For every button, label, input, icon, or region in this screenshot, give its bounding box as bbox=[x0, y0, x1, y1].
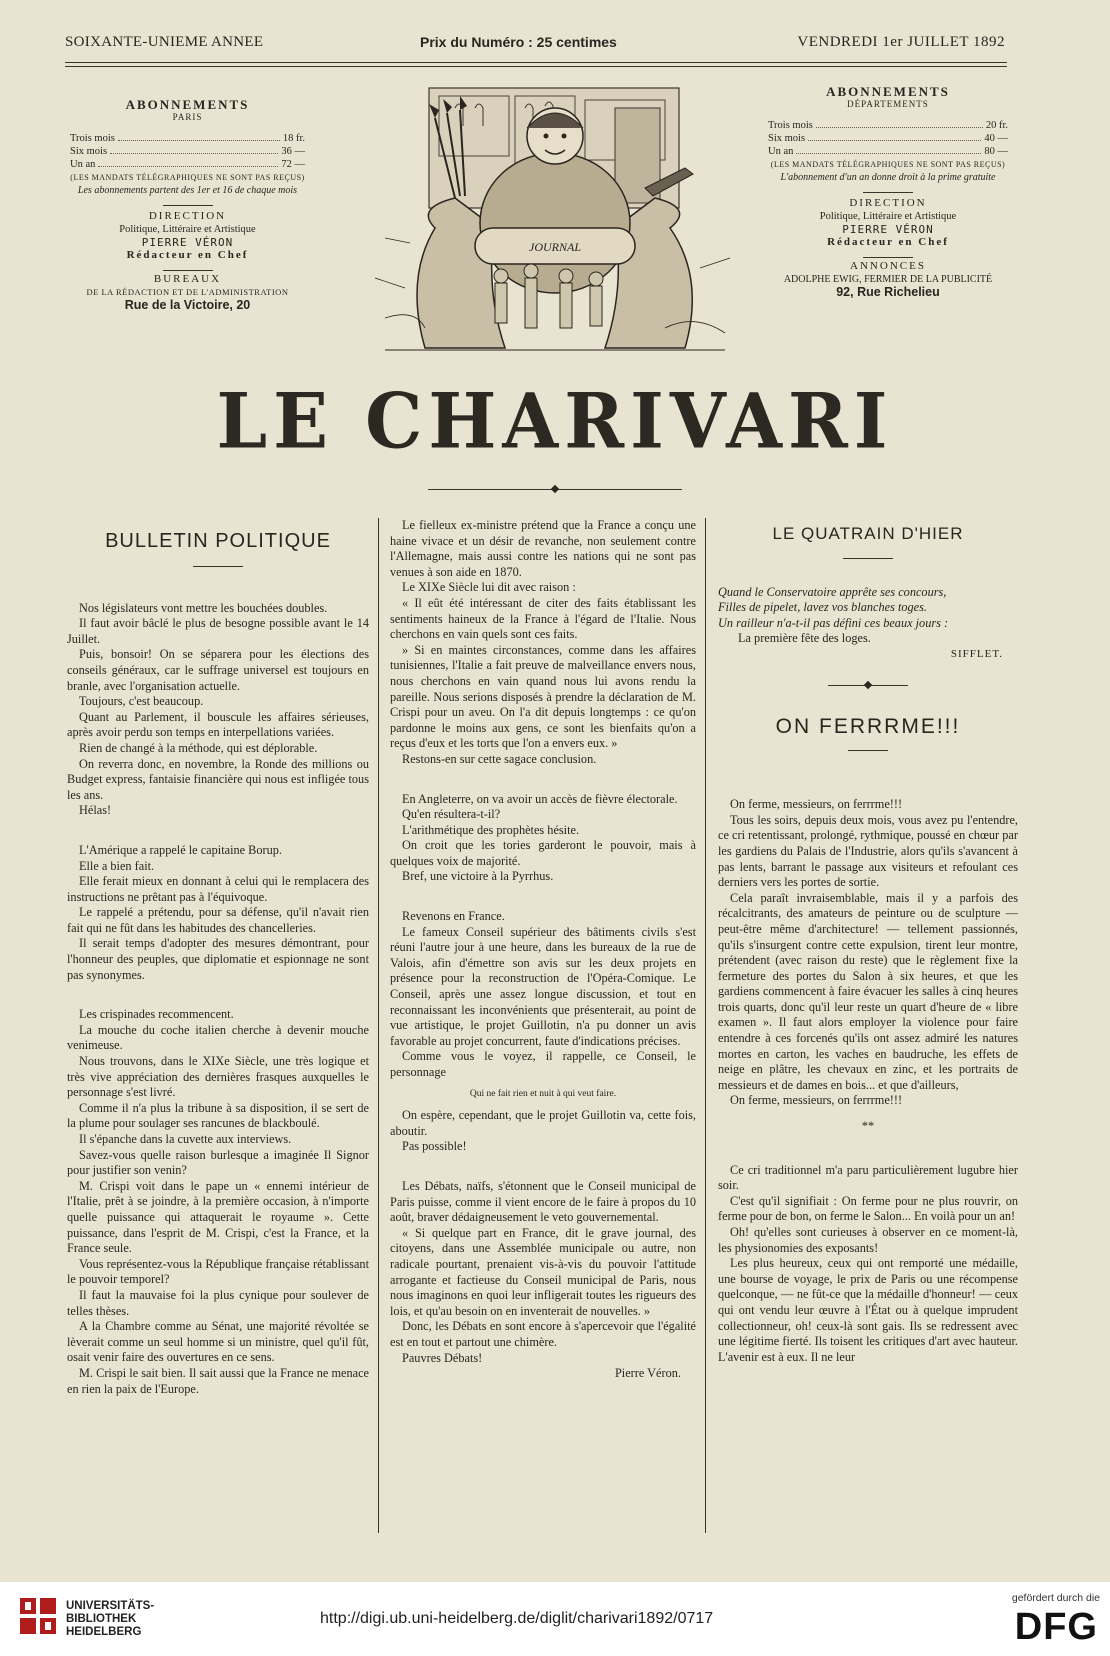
paragraph: Oh! qu'elles sont curieuses à observer en ce moment-là, les physionomies des exposants! bbox=[718, 1225, 1018, 1255]
paragraph: Savez-vous quelle raison burlesque a imaginée Il Signor pour justifier son venin? bbox=[67, 1147, 369, 1178]
issue-date: VENDREDI 1er JUILLET 1892 bbox=[797, 34, 1005, 50]
paragraph: On reverra donc, en novembre, la Ronde des millions ou Budget express, fantaisie financière qui nous est infligée tous les ans. bbox=[67, 756, 369, 802]
paragraph: Quant au Parlement, il bouscule les affaires sérieuses, après avoir perdu son temps en interpellations variées. bbox=[67, 709, 369, 740]
digital-library-footer bbox=[0, 1582, 1110, 1656]
left-box-note: (LES MANDATS TÉLÉGRAPHIQUES NE SONT PAS REÇUS) bbox=[70, 173, 305, 182]
quatrain-title: LE QUATRAIN D'HIER bbox=[772, 524, 964, 543]
right-price-row-3 bbox=[768, 145, 1008, 158]
right-box-editor-role: Rédacteur en Chef bbox=[827, 236, 949, 248]
right-box-direction: DIRECTION bbox=[849, 197, 927, 209]
paragraph: Il s'épanche dans la cuvette aux interviews. bbox=[79, 1132, 292, 1146]
paragraph: Pas possible! bbox=[402, 1139, 467, 1154]
column-right bbox=[718, 526, 1018, 1365]
top-rule-2 bbox=[65, 66, 1007, 67]
price-label: Un an bbox=[70, 159, 96, 170]
top-bar bbox=[65, 30, 1005, 54]
left-box-title: ABONNEMENTS bbox=[125, 97, 250, 112]
funding-note: gefördert durch die bbox=[1011, 1592, 1100, 1604]
paragraph: Le fielleux ex-ministre prétend que la France a conçu une haine vivace et un désir de revanche, non seulement contre l'Allemagne, mais aussi contre les nations qui ne sont pas venues à son aide en 1870. bbox=[390, 518, 696, 579]
price-value: 18 fr. bbox=[282, 133, 305, 144]
paragraph: Comme il n'a plus la tribune à sa disposition, il se sert de la plume pour soulager ses rancunes de blackboulé. bbox=[67, 1100, 369, 1131]
year-line: SOIXANTE-UNIEME ANNEE bbox=[65, 34, 264, 50]
verse-line: Quand le Conservatoire apprête ses concours, bbox=[718, 584, 947, 599]
paragraph: On ferme, messieurs, on ferrrme!!! bbox=[730, 797, 903, 812]
paragraph: A la Chambre comme au Sénat, une majorité révoltée se lèverait comme un seul homme si un ministre, quel qu'il fût, osait venir faire des ouvertures en ce sens. bbox=[67, 1319, 369, 1365]
paragraph: Les plus heureux, ceux qui ont remporté une médaille, une bourse de voyage, le prix de Paris ou une récompense quelconque, — ne fût-ce que la médaille d'honneur! — ceux qui ont vendu leur œuvre à l'État ou à quelque imprudent collectionneur, oh! ceux-là sont gais. Ils se redressent avec une légitime fierté. Ils toisent les critiques d'art avec hauteur. L'avenir est à eux. Il ne leur bbox=[718, 1256, 1018, 1364]
left-price-row-1 bbox=[70, 132, 305, 145]
paragraph: Comme vous le voyez, il rappelle, ce Conseil, le personnage bbox=[390, 1049, 696, 1079]
paragraph: Il serait temps d'adopter des mesures démontrant, pour l'honneur des peuples, que diplomatie et espionnage ne sont pas synonymes. bbox=[67, 936, 369, 982]
column-middle bbox=[390, 518, 696, 1382]
paragraph: Le fameux Conseil supérieur des bâtiments civils s'est réuni l'autre jour à une heure, dans les bureaux de la rue de Valois, afin d'émettre son avis sur les deux projets en présence pour la reconstruction de l'Opéra-Comique. Le Conseil, après une assez longue discussion, et tout en reconnaissant les inconvénients que présenterait, au point de vue artistique, le projet Guillotin, n'a pu donner un avis favorable au projet concurrent, faute d'indications précises. bbox=[390, 924, 696, 1048]
paragraph: La mouche du coche italien cherche à devenir mouche venimeuse. bbox=[67, 1022, 369, 1053]
section-ornament bbox=[718, 663, 1018, 703]
verse-line: Un railleur n'a-t-il pas défini ces beaux jours : bbox=[718, 615, 949, 630]
price-label: Six mois bbox=[768, 133, 806, 144]
price-value: 40 — bbox=[984, 133, 1008, 144]
paragraph: Tous les soirs, depuis deux mois, vous avez pu l'entendre, ce cri retentissant, prolongé, rythmique, poussé en chœur par les gardiens du Palais de l'Industrie, alors qu'ils s'avancent à pas lents, barrant le passage aux visiteurs et refoulant ces derniers vers les portes de sortie. bbox=[718, 812, 1018, 890]
caricature-illustration bbox=[365, 78, 743, 356]
paragraph: Le rappelé a prétendu, pour sa défense, qu'il n'avait rien fait qui ne fût dans les habitudes des chancelleries. bbox=[67, 905, 369, 935]
quoted-verse: Qui ne fait rien et nuit à qui veut faire. bbox=[469, 1088, 617, 1099]
left-box-address: Rue de la Victoire, 20 bbox=[124, 298, 251, 312]
top-rule bbox=[65, 62, 1007, 63]
right-box-editor: PIERRE VÉRON bbox=[842, 223, 934, 236]
paragraph: Bref, une victoire à la Pyrrhus. bbox=[402, 869, 554, 884]
paragraph: Qu'en résultera-t-il? bbox=[402, 807, 501, 822]
paragraph: Le XIXe Siècle lui dit avec raison : bbox=[402, 580, 576, 595]
verse-signature: SIFFLET. bbox=[950, 647, 1003, 660]
price-label: Trois mois bbox=[70, 133, 115, 144]
masthead-illustration bbox=[365, 78, 743, 356]
masthead-title: LE CHARIVARI bbox=[216, 375, 894, 466]
paragraph: En Angleterre, on va avoir un accès de fièvre électorale. bbox=[402, 791, 678, 806]
left-box-editor: PIERRE VÉRON bbox=[141, 236, 234, 249]
dfg-logo: DFG bbox=[1014, 1606, 1098, 1648]
verse-line: La première fête des loges. bbox=[738, 631, 871, 646]
paragraph: Il faut avoir bâclé le plus de besogne possible avant le 14 Juillet. bbox=[67, 616, 369, 646]
price-value: 72 — bbox=[281, 159, 305, 170]
issue-price: Prix du Numéro : 25 centimes bbox=[420, 34, 617, 50]
paragraph: Puis, bonsoir! On se séparera pour les élections des conseils généraux, car le suffrage universel est toujours en branle, avec l'organisation actuelle. bbox=[67, 647, 369, 693]
paragraph: Rien de changé à la méthode, qui est déplorable. bbox=[79, 740, 318, 755]
paragraph: L'Amérique a rappelé le capitaine Borup. bbox=[79, 842, 282, 857]
right-box-dir-desc: Politique, Littéraire et Artistique bbox=[819, 211, 957, 222]
uni-line: UNIVERSITÄTS- bbox=[66, 1600, 155, 1612]
right-subscription-box bbox=[768, 85, 1008, 299]
paragraph: Il faut la mauvaise foi la plus cynique pour soulever de telles thèses. bbox=[67, 1287, 369, 1318]
paragraph: Hélas! bbox=[79, 803, 112, 818]
left-subscription-box bbox=[70, 98, 305, 312]
price-value: 80 — bbox=[984, 146, 1008, 157]
bulletin-title: BULLETIN POLITIQUE bbox=[105, 530, 331, 552]
right-box-italic: L'abonnement d'un an donne droit à la prime gratuite bbox=[780, 172, 996, 183]
left-box-bureaux: BUREAUX bbox=[153, 273, 222, 285]
paragraph: « Si quelque part en France, dit le grave journal, des citoyens, dans une Assemblée municipale ou autre, non radicale pourtant, prenaient vis-à-vis du pouvoir l'attitude arrogante et factieuse du Conseil municipal de Paris, nous nous imaginons en quoi leur infligerait toutes les rigueurs des lois, et qu'au besoin on en inventerait de nouvelles. » bbox=[390, 1225, 696, 1318]
left-price-row-2 bbox=[70, 145, 305, 158]
paragraph: On espère, cependant, que le projet Guillotin va, cette fois, aboutir. bbox=[390, 1108, 696, 1138]
paragraph: » Si en maintes circonstances, comme dans les affaires tunisiennes, l'Italie a fait preuve de malveillance envers nous, nous cherchons en vain quand nous lui avons rendu la pareille. Nous serions disposés à prendre la déclaration de M. Crispi pour un aveu. On l'a dit depuis longtemps : ce qu'on pardonne le moins aux gens, ce sont les bienfaits qu'on a reçus d'eux et les torts que l'on a envers eux. » bbox=[390, 642, 696, 751]
paragraph: On croit que les tories garderont le pouvoir, mais à quelques voix de majorité. bbox=[390, 838, 696, 868]
paragraph: On ferme, messieurs, on ferrrme!!! bbox=[730, 1093, 903, 1108]
paragraph: Elle ferait mieux en donnant à celui qui le remplacera des instructions ne prêtant pas à l'équivoque. bbox=[67, 874, 369, 904]
paragraph: Elle a bien fait. bbox=[79, 858, 155, 873]
left-box-dir-desc: Politique, Littéraire et Artistique bbox=[119, 224, 256, 235]
signature: Pierre Véron. bbox=[614, 1366, 681, 1381]
paragraph: L'arithmétique des prophètes hésite. bbox=[402, 822, 580, 837]
paragraph: « Il eût été intéressant de citer des faits établissant les sentiments haineux de la France à l'égard de l'Italie. Nous cherchons en vain quels sont ces faits. bbox=[390, 595, 696, 642]
uni-line: HEIDELBERG bbox=[66, 1626, 142, 1638]
right-box-annonces-desc: ADOLPHE EWIG, FERMIER DE LA PUBLICITÉ bbox=[783, 274, 993, 285]
university-name bbox=[66, 1600, 154, 1639]
verse-line: Filles de pipelet, lavez vos blanches toges. bbox=[718, 600, 927, 615]
right-box-note: (LES MANDATS TÉLÉGRAPHIQUES NE SONT PAS REÇUS) bbox=[770, 160, 1006, 169]
paragraph: M. Crispi le sait bien. Il sait aussi que la France ne menace en rien la paix de l'Europe. bbox=[67, 1365, 369, 1396]
paragraph: Nous trouvons, dans le XIXe Siècle, une très logique et très vive appréciation des dernières frasques auxquelles le personnage s'est livré. bbox=[67, 1054, 369, 1100]
price-label: Trois mois bbox=[768, 120, 813, 131]
ferme-title: ON FERRRME!!! bbox=[775, 714, 961, 738]
uni-line: BIBLIOTHEK bbox=[66, 1613, 137, 1625]
paragraph: Toujours, c'est beaucoup. bbox=[79, 694, 204, 709]
column-divider-1 bbox=[378, 518, 379, 1533]
left-box-region: PARIS bbox=[172, 112, 203, 122]
right-box-annonces: ANNONCES bbox=[850, 260, 926, 272]
masthead-ornament-diamond bbox=[551, 485, 559, 493]
paragraph: M. Crispi voit dans le pape un « ennemi intérieur de l'Italie, prêt à se joindre, à la première occasion, à n'importe quelle puissance qui attaquerait le royaume ». Cette puissance, dans l'esprit de M. Crispi, c'est la France, et la France seule. bbox=[67, 1178, 369, 1256]
left-box-direction: DIRECTION bbox=[148, 210, 227, 222]
illustration-banner: JOURNAL bbox=[529, 240, 581, 254]
paragraph: Donc, les Débats en sont encore à s'apercevoir que l'égalité est en tout et partout une chimère. bbox=[390, 1319, 696, 1349]
left-box-bureaux-desc: DE LA RÉDACTION ET DE L'ADMINISTRATION bbox=[86, 287, 289, 297]
paragraph: Revenons en France. bbox=[402, 909, 505, 924]
paragraph: Pauvres Débats! bbox=[402, 1350, 483, 1365]
right-box-title: ABONNEMENTS bbox=[826, 84, 950, 99]
right-price-row-2 bbox=[768, 132, 1008, 145]
right-price-row-1 bbox=[768, 119, 1008, 132]
price-label: Six mois bbox=[70, 146, 108, 157]
right-box-region: DÉPARTEMENTS bbox=[847, 99, 929, 109]
paragraph: Ce cri traditionnel m'a paru particulièrement lugubre hier soir. bbox=[718, 1162, 1018, 1193]
price-value: 20 fr. bbox=[985, 120, 1008, 131]
paragraph: Nos législateurs vont mettre les bouchées doubles. bbox=[79, 600, 328, 615]
source-url-link[interactable]: http://digi.ub.uni-heidelberg.de/diglit/charivari1892/0717 bbox=[320, 1610, 714, 1627]
paragraph: Les crispinades recommencent. bbox=[79, 1007, 234, 1022]
right-box-address: 92, Rue Richelieu bbox=[836, 285, 940, 299]
column-divider-2 bbox=[705, 518, 706, 1533]
paragraph: C'est qu'il signifiait : On ferme pour ne plus rouvrir, on ferme pour de bon, on ferme le Salon... En voilà pour un an! bbox=[718, 1193, 1018, 1224]
price-value: 36 — bbox=[281, 146, 305, 157]
stars-separator: ** bbox=[861, 1119, 875, 1134]
left-box-italic: Les abonnements partent des 1er et 16 de chaque mois bbox=[77, 185, 298, 196]
column-bulletin-politique bbox=[67, 530, 369, 1397]
paragraph: Restons-en sur cette sagace conclusion. bbox=[402, 751, 597, 766]
left-box-editor-role: Rédacteur en Chef bbox=[126, 249, 249, 261]
paragraph: Les Débats, naïfs, s'étonnent que le Conseil municipal de Paris puisse, comme il vient encore de le faire à propos du 10 août, braver dédaigneusement le veto gouvernemental. bbox=[390, 1178, 696, 1225]
university-logo-icon bbox=[16, 1596, 60, 1640]
paragraph: Vous représentez-vous la République française rétablissant le pouvoir temporel? bbox=[67, 1256, 369, 1287]
price-label: Un an bbox=[768, 146, 794, 157]
left-price-row-3 bbox=[70, 158, 305, 171]
paragraph: Cela paraît invraisemblable, mais il y a parfois des récalcitrants, des amateurs de peinture ou de sculpture — peut-être même d'architecture! — tellement passionnés, qu'ils s'insurgent contre cette expulsion, tirent leur montre, prétendent (avec raison du reste) que le règlement fixe la fermeture des portes du Salon à six heures, et que les gardiens commencent à faire évacuer les salles à cinq heures trois quarts, donc qu'il leur reste un quart d'heure de « libre examen ». Il faut alors employer la violence pour faire entendre à ces forcenés qu'ils ont assez admiré les natures mortes en carton, les vaches en baudruche, les effets de neige en plâtre, les chevaux en zinc, et les portraits de messieurs et de dames en bois... et que d'ailleurs, bbox=[718, 890, 1018, 1092]
